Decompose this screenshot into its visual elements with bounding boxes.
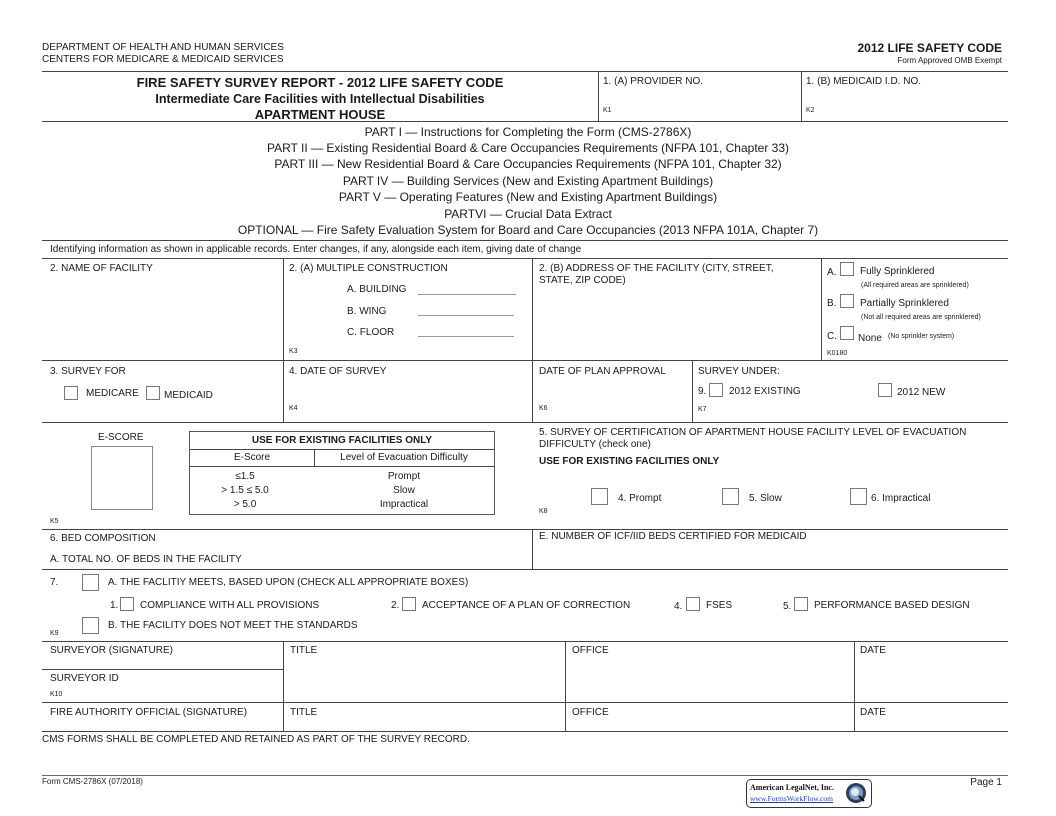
identifying-note: Identifying information as shown in applicable records. Enter changes, if any, alongside each item, giving date of change <box>50 244 582 255</box>
divider <box>801 71 802 122</box>
divider <box>42 121 1008 122</box>
facility-meets-label: A. THE FACLITIY MEETS, BASED UPON (CHECK ALL APPROPRIATE BOXES) <box>108 577 469 588</box>
divider <box>190 449 494 450</box>
fire-authority-field[interactable] <box>44 720 280 730</box>
publisher-badge[interactable] <box>746 779 872 808</box>
existing-2012-checkbox[interactable] <box>709 383 723 397</box>
surveyor-signature-field[interactable] <box>44 658 280 668</box>
survey-under-label: SURVEY UNDER: <box>698 366 780 377</box>
escore-row-score: > 1.5 ≤ 5.0 <box>221 485 269 496</box>
wing-field[interactable] <box>418 315 514 316</box>
provider-code: K1 <box>603 107 612 114</box>
form-subtitle: Intermediate Care Facilities with Intellectual Disabilities <box>155 92 485 106</box>
fire-date-label: DATE <box>860 707 886 718</box>
fully-sprinklered-note: (All required areas are sprinklered) <box>861 282 969 289</box>
k5-code: K5 <box>50 518 59 525</box>
divider <box>854 641 855 731</box>
form-number: Form CMS-2786X (07/2018) <box>42 777 143 786</box>
address-field[interactable] <box>536 290 816 358</box>
floor-field[interactable] <box>418 336 514 337</box>
does-not-meet-label: B. THE FACILITY DOES NOT MEET THE STANDARDS <box>108 620 358 631</box>
floor-label: C. FLOOR <box>347 327 395 338</box>
slow-label: 5. Slow <box>749 493 782 504</box>
divider <box>42 731 1008 732</box>
performance-design-checkbox[interactable] <box>794 597 808 611</box>
k6-code: K6 <box>539 405 548 412</box>
slow-checkbox[interactable] <box>722 488 739 505</box>
fire-title-field[interactable] <box>287 720 561 730</box>
certification-label: 5. SURVEY OF CERTIFICATION OF APARTMENT HOUSE FACILITY LEVEL OF EVACUATION DIFFICULTY (check one) <box>539 427 967 450</box>
fire-office-field[interactable] <box>569 720 851 730</box>
part-3: PART III — New Residential Board & Care Occupancies Requirements (NFPA 101, Chapter 32) <box>274 157 782 171</box>
provider-no-field[interactable] <box>600 88 798 120</box>
k10-code: K10 <box>50 691 63 698</box>
no-sprinkler-note: (No sprinkler system) <box>888 333 955 340</box>
divider <box>42 669 283 670</box>
partially-sprinklered-label: Partially Sprinklered <box>860 298 949 309</box>
impractical-label: 6. Impractical <box>871 493 931 504</box>
certification-note: USE FOR EXISTING FACILITIES ONLY <box>539 456 720 467</box>
provider-no-label: 1. (A) PROVIDER NO. <box>603 76 704 87</box>
divider <box>42 641 1008 642</box>
plan-of-correction-label: ACCEPTANCE OF A PLAN OF CORRECTION <box>422 600 631 611</box>
date-of-survey-label: 4. DATE OF SURVEY <box>289 366 387 377</box>
k8-code: K8 <box>539 508 548 515</box>
retain-note: CMS FORMS SHALL BE COMPLETED AND RETAINED AS PART OF THE SURVEY RECORD. <box>42 734 470 745</box>
performance-design-label: PERFORMANCE BASED DESIGN <box>814 600 970 611</box>
medicare-checkbox[interactable] <box>64 386 78 400</box>
fully-sprinklered-checkbox[interactable] <box>840 262 854 276</box>
part-2: PART II — Existing Residential Board & Care Occupancies Requirements (NFPA 101, Chapter 33) <box>266 141 790 155</box>
divider <box>42 240 1008 241</box>
new-2012-label: 2012 NEW <box>897 387 946 398</box>
fire-authority-label: FIRE AUTHORITY OFFICIAL (SIGNATURE) <box>50 707 248 718</box>
form-title: FIRE SAFETY SURVEY REPORT - 2012 LIFE SAFETY CODE <box>136 75 504 90</box>
fses-label: FSES <box>706 600 733 611</box>
divider <box>42 529 1008 530</box>
omb-note: Form Approved OMB Exempt <box>897 56 1002 65</box>
option-5-number: 5. <box>783 601 792 612</box>
escore-col-header: E-Score <box>233 452 271 463</box>
surveyor-office-label: OFFICE <box>572 645 609 656</box>
surveyor-id-field[interactable] <box>44 686 280 700</box>
survey-for-label: 3. SURVEY FOR <box>50 366 126 377</box>
page-number: Page 1 <box>970 777 1002 788</box>
fire-title-label: TITLE <box>290 707 318 718</box>
escore-input-box[interactable] <box>91 446 153 510</box>
difficulty-col-header: Level of Evacuation Difficulty <box>340 452 468 463</box>
escore-row-score: ≤1.5 <box>235 471 255 482</box>
facility-meets-checkbox[interactable] <box>82 574 99 591</box>
fire-office-label: OFFICE <box>572 707 609 718</box>
fully-sprinklered-label: Fully Sprinklered <box>860 266 935 277</box>
section-7-number: 7. <box>50 577 59 588</box>
code-title: 2012 LIFE SAFETY CODE <box>857 41 1002 55</box>
escore-row-level: Slow <box>393 485 415 496</box>
icf-beds-field[interactable] <box>536 545 1004 567</box>
divider <box>692 360 693 422</box>
escore-row-level: Prompt <box>387 471 421 482</box>
no-sprinkler-label: None <box>858 333 882 344</box>
partially-sprinklered-note: (Not all required areas are sprinklered) <box>861 314 981 321</box>
impractical-checkbox[interactable] <box>850 488 867 505</box>
prompt-label: 4. Prompt <box>618 493 662 504</box>
option-2-number: 2. <box>391 600 400 611</box>
fses-checkbox[interactable] <box>686 597 700 611</box>
divider <box>42 258 1008 259</box>
no-sprinkler-checkbox[interactable] <box>840 326 854 340</box>
k7-code: K7 <box>698 406 707 413</box>
divider <box>821 258 822 360</box>
part-optional: OPTIONAL — Fire Safety Evaluation System for Board and Care Occupancies (2013 NFPA 101A, Chapter 7) <box>237 223 819 237</box>
k0180-code: K0180 <box>827 350 848 357</box>
plan-approval-field[interactable] <box>536 380 688 404</box>
k9-code: K9 <box>50 630 59 637</box>
part-6: PARTVI — Crucial Data Extract <box>444 207 612 221</box>
k4-code: K4 <box>289 405 298 412</box>
globe-icon <box>845 782 867 804</box>
part-1: PART I — Instructions for Completing the Form (CMS-2786X) <box>364 125 692 139</box>
surveyor-title-field[interactable] <box>287 658 561 700</box>
escore-row-score: > 5.0 <box>233 499 257 510</box>
total-beds-field[interactable] <box>260 548 528 567</box>
part-4: PART IV — Building Services (New and Existing Apartment Buildings) <box>342 174 714 188</box>
form-type: APARTMENT HOUSE <box>254 107 386 122</box>
escore-label: E-SCORE <box>98 432 144 443</box>
date-of-survey-field[interactable] <box>287 380 529 404</box>
sprinkler-a-prefix: A. <box>827 267 837 278</box>
wing-label: B. WING <box>347 306 387 317</box>
divider <box>532 529 533 569</box>
fire-date-field[interactable] <box>858 720 1006 730</box>
publisher-name: American LegalNet, Inc. <box>750 783 834 792</box>
medicaid-code: K2 <box>806 107 815 114</box>
prompt-checkbox[interactable] <box>591 488 608 505</box>
divider <box>283 258 284 360</box>
total-beds-label: A. TOTAL NO. OF BEDS IN THE FACILITY <box>50 554 242 565</box>
survey-under-prefix: 9. <box>698 386 707 397</box>
divider <box>42 775 1008 776</box>
escore-table-title: USE FOR EXISTING FACILITIES ONLY <box>251 435 433 446</box>
option-4-number: 4. <box>674 601 683 612</box>
does-not-meet-checkbox[interactable] <box>82 617 99 634</box>
k3-code: K3 <box>289 348 298 355</box>
medicare-label: MEDICARE <box>86 388 139 399</box>
facility-name-label: 2. NAME OF FACILITY <box>50 263 153 274</box>
medicaid-id-field[interactable] <box>803 88 1008 120</box>
divider <box>283 360 284 422</box>
sprinkler-c-prefix: C. <box>827 331 837 342</box>
divider <box>283 641 284 731</box>
plan-of-correction-checkbox[interactable] <box>402 597 416 611</box>
escore-table <box>189 431 495 515</box>
divider <box>532 258 533 422</box>
medicaid-checkbox[interactable] <box>146 386 160 400</box>
address-label: 2. (B) ADDRESS OF THE FACILITY (CITY, STREET, STATE, ZIP CODE) <box>539 263 774 286</box>
new-2012-checkbox[interactable] <box>878 383 892 397</box>
divider <box>598 71 599 122</box>
agency-line-1: DEPARTMENT OF HEALTH AND HUMAN SERVICES <box>42 42 284 53</box>
existing-2012-label: 2012 EXISTING <box>729 386 801 397</box>
publisher-website[interactable]: www.FormsWorkFlow.com <box>750 794 834 803</box>
partially-sprinklered-checkbox[interactable] <box>840 294 854 308</box>
medicaid-label: MEDICAID <box>164 390 213 401</box>
option-1-number: 1. <box>110 600 119 611</box>
divider <box>42 71 1008 72</box>
divider <box>190 466 494 467</box>
building-field[interactable] <box>418 294 516 295</box>
icf-beds-label: E. NUMBER OF ICF/IID BEDS CERTIFIED FOR MEDICAID <box>539 531 807 542</box>
divider <box>42 422 1008 423</box>
divider <box>42 360 1008 361</box>
divider <box>565 641 566 731</box>
compliance-label: COMPLIANCE WITH ALL PROVISIONS <box>140 600 320 611</box>
divider <box>42 569 1008 570</box>
surveyor-date-field[interactable] <box>858 658 1006 700</box>
bed-composition-label: 6. BED COMPOSITION <box>50 533 156 544</box>
surveyor-date-label: DATE <box>860 645 886 656</box>
sprinkler-b-prefix: B. <box>827 298 837 309</box>
surveyor-id-label: SURVEYOR ID <box>50 673 119 684</box>
divider <box>42 702 1008 703</box>
medicaid-id-label: 1. (B) MEDICAID I.D. NO. <box>806 76 922 87</box>
surveyor-office-field[interactable] <box>569 658 851 700</box>
plan-approval-label: DATE OF PLAN APPROVAL <box>539 366 666 377</box>
escore-row-level: Impractical <box>379 499 429 510</box>
facility-name-field[interactable] <box>44 276 280 358</box>
agency-line-2: CENTERS FOR MEDICARE & MEDICAID SERVICES <box>42 54 284 65</box>
surveyor-signature-label: SURVEYOR (SIGNATURE) <box>50 645 173 656</box>
part-5: PART V — Operating Features (New and Existing Apartment Buildings) <box>338 190 718 204</box>
compliance-checkbox[interactable] <box>120 597 134 611</box>
multiple-construction-label: 2. (A) MULTIPLE CONSTRUCTION <box>289 263 448 274</box>
building-label: A. BUILDING <box>347 284 407 295</box>
surveyor-title-label: TITLE <box>290 645 318 656</box>
